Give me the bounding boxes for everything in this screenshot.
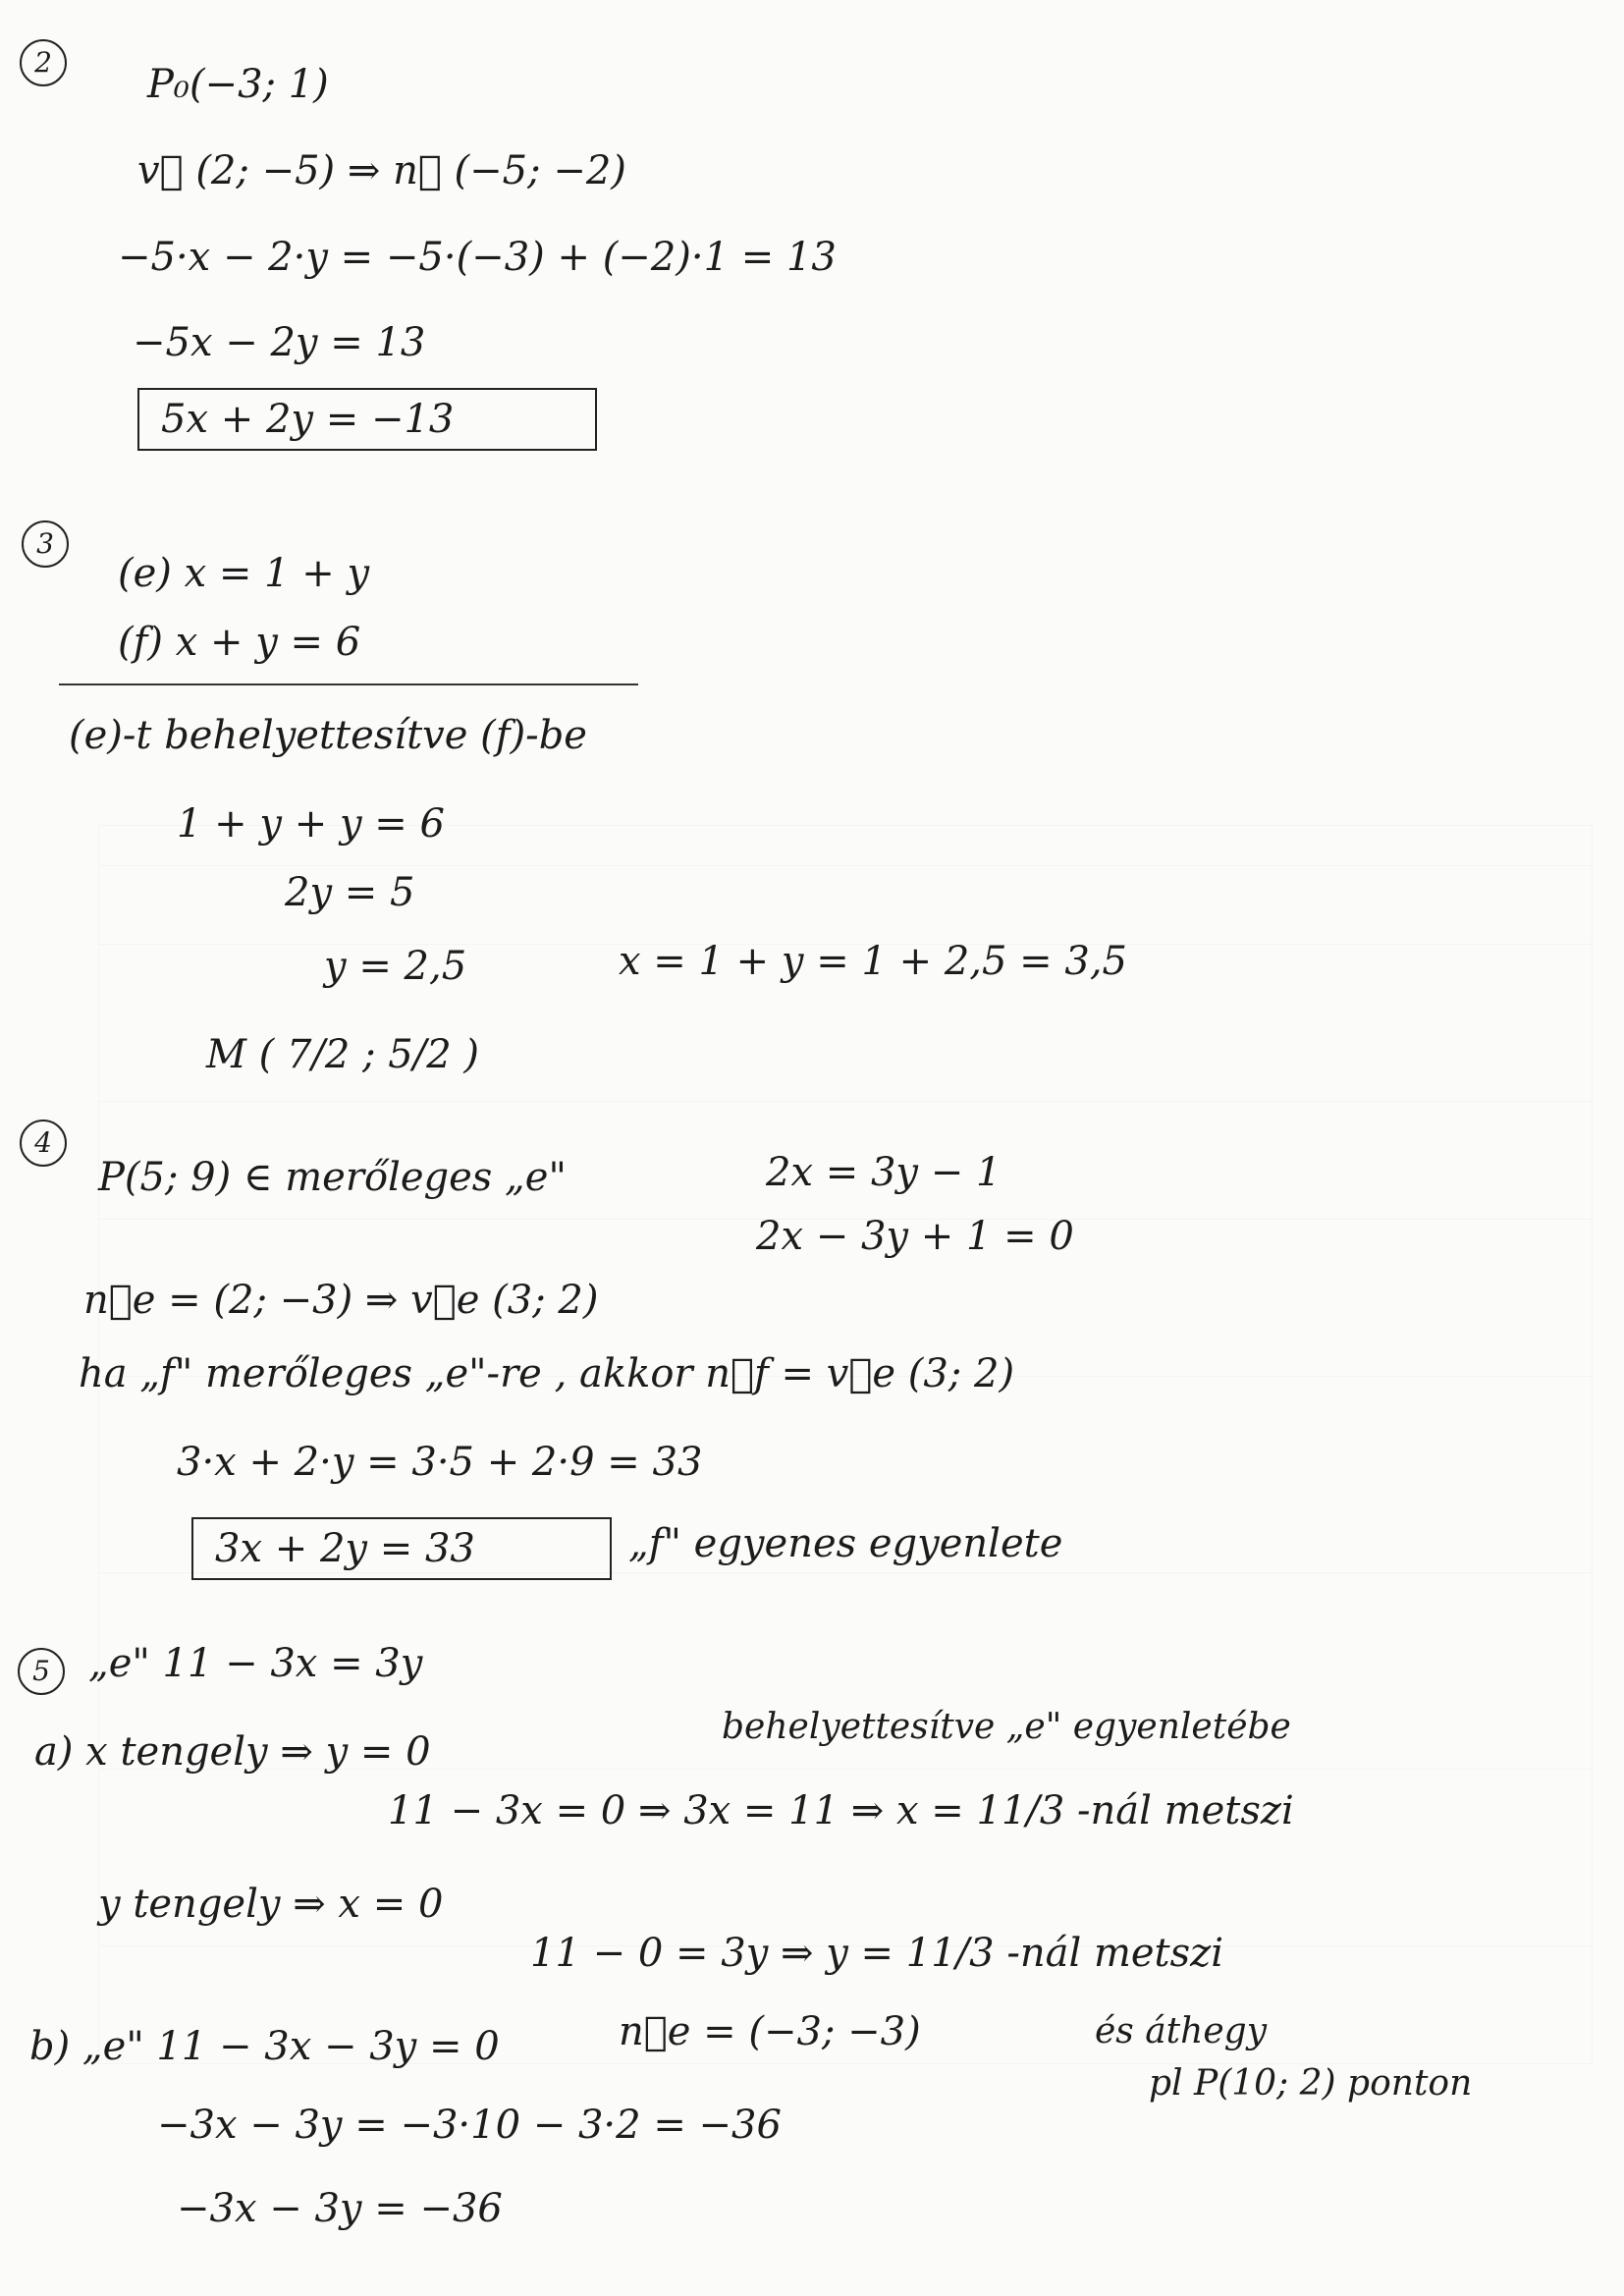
task2-line-equation: −5x − 2y = 13 — [133, 320, 426, 365]
task-number-4: 4 — [20, 1120, 67, 1167]
task3-system-f: (f) x + y = 6 — [118, 620, 361, 665]
task-number-5: 5 — [18, 1648, 65, 1695]
task-number-3: 3 — [22, 520, 69, 568]
task2-line-substitution: −5·x − 2·y = −5·(−3) + (−2)·1 = 13 — [118, 235, 837, 280]
task3-line-step2: 2y = 5 — [285, 870, 415, 915]
task4-line-f-condition: ha „f" merőleges „e"-re , akkor n⃗f = v⃗e (3; 2) — [79, 1351, 1015, 1396]
task5-line-a-y-axis: y tengely ⇒ x = 0 — [98, 1882, 444, 1927]
task3-system-e: (e) x = 1 + y — [118, 551, 370, 596]
task5-line-b-passes: és áthegy — [1095, 2011, 1268, 2051]
task5-line-b-equation: b) „e" 11 − 3x − 3y = 0 — [29, 2024, 500, 2069]
task5-line-e-equation: „e" 11 − 3x = 3y — [88, 1641, 423, 1686]
task3-line-point-m: M ( 7/2 ; 5/2 ) — [206, 1032, 479, 1077]
task5-line-b-substitution: −3x − 3y = −3·10 − 3·2 = −36 — [157, 2103, 782, 2148]
task2-result-box: 5x + 2y = −13 — [137, 388, 597, 451]
task5-line-b-normal: n⃗e = (−3; −3) — [619, 2009, 921, 2054]
task4-line-e-general: 2x − 3y + 1 = 0 — [756, 1214, 1074, 1259]
task2-line-vectors: v⃗ (2; −5) ⇒ n⃗ (−5; −2) — [137, 148, 626, 193]
task5-line-a-y-intercept: 11 − 0 = 3y ⇒ y = 11/3 -nál metszi — [530, 1931, 1224, 1976]
task3-line-y: y = 2,5 — [324, 944, 467, 989]
task4-line-perpendicular: P(5; 9) ∈ merőleges „e" — [98, 1155, 567, 1200]
task3-line-substitute: (e)-t behelyettesítve (f)-be — [69, 713, 587, 758]
task4-line-f-label: „f" egyenes egyenlete — [628, 1521, 1063, 1566]
task3-divider-line — [59, 683, 638, 685]
task4-line-e-equation: 2x = 3y − 1 — [766, 1150, 1001, 1195]
task5-line-a-x-axis: a) x tengely ⇒ y = 0 — [34, 1729, 431, 1775]
task-number-2: 2 — [20, 39, 67, 86]
task5-line-a-substitute: behelyettesítve „e" egyenletébe — [722, 1707, 1291, 1747]
task5-line-a-x-intercept: 11 − 3x = 0 ⇒ 3x = 11 ⇒ x = 11/3 -nál metszi — [388, 1788, 1294, 1833]
task3-line-x: x = 1 + y = 1 + 2,5 = 3,5 — [619, 939, 1128, 984]
task4-line-substitution: 3·x + 2·y = 3·5 + 2·9 = 33 — [177, 1440, 703, 1485]
task5-line-b-point: pl P(10; 2) ponton — [1149, 2063, 1473, 2104]
task2-line-point: P₀(−3; 1) — [147, 62, 329, 107]
task4-line-normal-vector: n⃗e = (2; −3) ⇒ v⃗e (3; 2) — [83, 1278, 599, 1323]
task4-result-box: 3x + 2y = 33 — [191, 1517, 612, 1580]
task3-line-step1: 1 + y + y = 6 — [177, 801, 445, 847]
task5-line-b-final: −3x − 3y = −36 — [177, 2186, 503, 2231]
